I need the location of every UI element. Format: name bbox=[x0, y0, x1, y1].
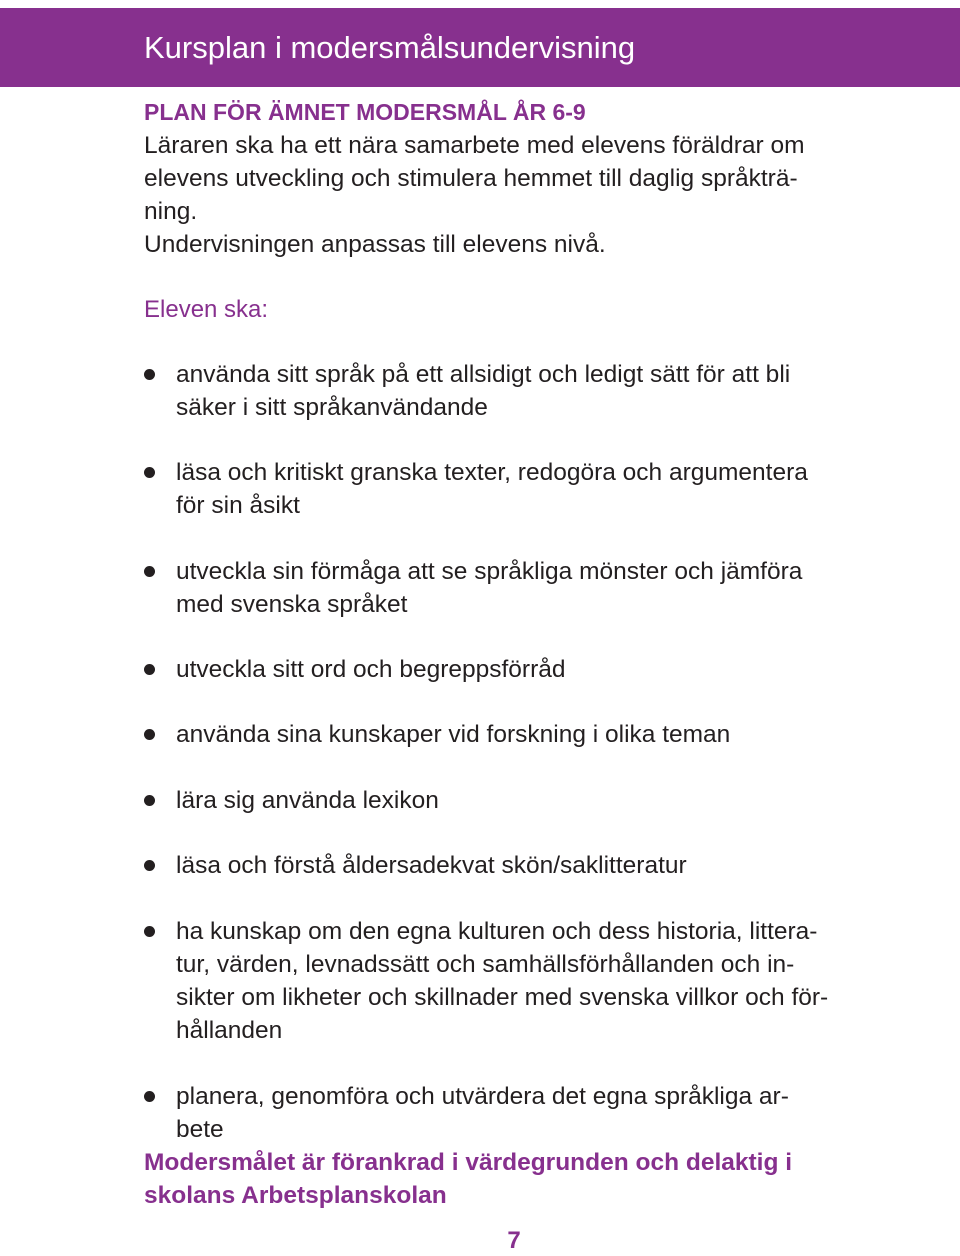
plan-heading: PLAN FÖR ÄMNET MODERSMÅL ÅR 6-9 bbox=[144, 99, 586, 125]
bullet-icon bbox=[144, 926, 155, 937]
list-item-text: läsa och förstå åldersadekvat skön/saklitteratur bbox=[176, 852, 687, 879]
list-item bbox=[144, 849, 892, 882]
page-number: 7 bbox=[507, 1227, 521, 1254]
list-item-text: lära sig använda lexikon bbox=[176, 787, 439, 814]
list-item bbox=[144, 1080, 892, 1146]
closing-statement: Modersmålet är förankrad i värdegrunden och delaktig i skolans Arbetsplanskolan bbox=[144, 1149, 793, 1209]
bullet-icon bbox=[144, 1091, 155, 1102]
list-item-text: utveckla sitt ord och begreppsförråd bbox=[176, 656, 566, 683]
bullet-icon bbox=[144, 369, 155, 380]
list-item bbox=[144, 915, 892, 1047]
main-content bbox=[144, 96, 892, 1212]
list-item bbox=[144, 358, 892, 424]
list-item bbox=[144, 456, 892, 522]
goal-list bbox=[144, 358, 892, 1146]
intro-line-4: Undervisningen anpassas till elevens nivå. bbox=[144, 231, 606, 258]
list-item-text: ha kunskap om den egna kulturen och dess historia, littera- tur, värden, levnadssätt och samhällsförhållanden och in- sikter om likheter och skillnader med svenska villkor och för- hållanden bbox=[176, 918, 829, 1044]
intro-line-1: Läraren ska ha ett nära samarbete med elevens föräldrar om bbox=[144, 132, 805, 159]
bullet-icon bbox=[144, 795, 155, 806]
bullet-icon bbox=[144, 467, 155, 478]
list-item-text: läsa och kritiskt granska texter, redogöra och argumentera för sin åsikt bbox=[176, 459, 808, 519]
goals-heading: Eleven ska: bbox=[144, 296, 269, 323]
intro-line-3: ning. bbox=[144, 198, 198, 225]
list-item-text: utveckla sin förmåga att se språkliga mönster och jämföra med svenska språket bbox=[176, 558, 803, 618]
list-item bbox=[144, 653, 892, 686]
page-title: Kursplan i modersmålsundervisning bbox=[144, 30, 636, 65]
bullet-icon bbox=[144, 860, 155, 871]
list-item-text: använda sina kunskaper vid forskning i olika teman bbox=[176, 721, 731, 748]
list-item-text: använda sitt språk på ett allsidigt och ledigt sätt för att bli säker i sitt språkanvändande bbox=[176, 361, 791, 421]
bullet-icon bbox=[144, 729, 155, 740]
list-item bbox=[144, 718, 892, 751]
intro-line-2: elevens utveckling och stimulera hemmet till daglig språkträ- bbox=[144, 165, 798, 192]
bullet-icon bbox=[144, 566, 155, 577]
list-item bbox=[144, 784, 892, 817]
list-item-text: planera, genomföra och utvärdera det egna språkliga ar- bete bbox=[176, 1083, 789, 1143]
bullet-icon bbox=[144, 664, 155, 675]
list-item bbox=[144, 555, 892, 621]
